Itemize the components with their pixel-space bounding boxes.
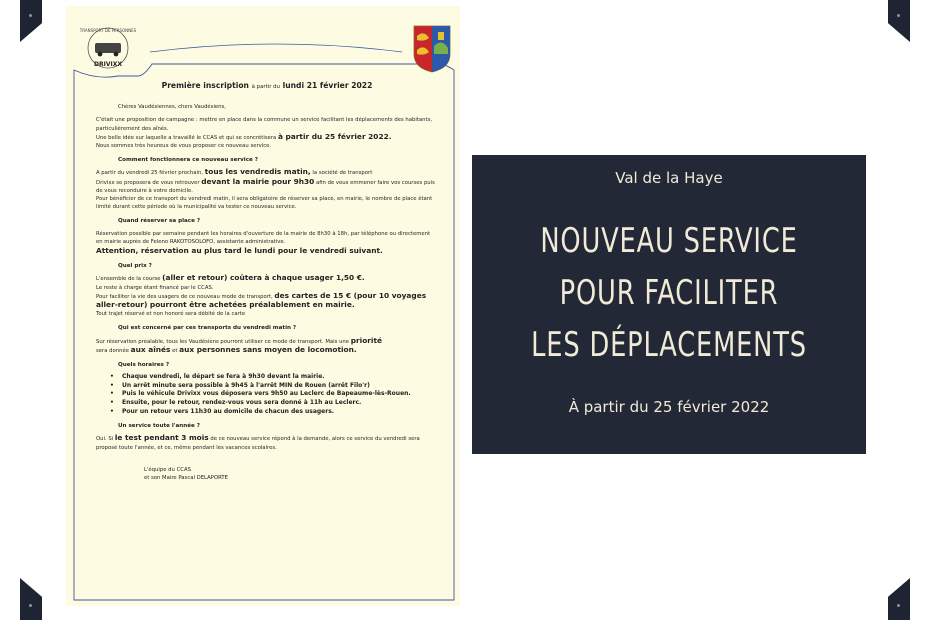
signature-block: L'équipe du CCAS et son Maire Pascal DELAPORTE bbox=[144, 466, 228, 482]
start-date: À partir du 25 février 2022 bbox=[568, 398, 770, 416]
flyer-text bbox=[96, 82, 438, 482]
town-name: Val de la Haye bbox=[615, 169, 723, 187]
list-item: • Ensuite, pour le retour, rendez-vous vous sera donné à 11h au Leclerc. bbox=[110, 399, 438, 408]
question-heading: Quels horaires ? bbox=[118, 362, 170, 369]
svg-text:TRANSPORT DE PERSONNES: TRANSPORT DE PERSONNES bbox=[79, 28, 137, 33]
list-item: • Un arrêt minute sera possible à 9h45 à l'arrêt MIN de Rouen (arrêt Filo'r) bbox=[110, 382, 438, 391]
question-heading: Qui est concerné par ces transports du vendredi matin ? bbox=[118, 325, 297, 332]
town-coat-of-arms bbox=[412, 24, 452, 74]
photo-corner-bottom-right bbox=[888, 578, 910, 620]
answer-paragraph: Sur réservation préalable, tous les Vaudésiens pourront utiliser ce mode de transport. Mais une priorité sera donnée aux aînés et aux personnes sans moyen de locomotion. bbox=[96, 335, 383, 354]
announcement-panel bbox=[472, 155, 866, 454]
photo-corner-top-left bbox=[20, 0, 42, 42]
headline-line: LES DÉPLACEMENTS bbox=[531, 325, 807, 365]
headline-line: NOUVEAU SERVICE bbox=[540, 221, 798, 261]
greeting: Chères Vaudésiennes, chers Vaudésiens, bbox=[118, 104, 226, 111]
answer-paragraph: A partir du vendredi 25 février prochain, tous les vendredis matin, la société de transport Drivixx se proposera de vous retrouver devant la mairie pour 9h30 afin de vous emmener faire vos courses puis de vous reconduire à votre domicile. Pour bénéficier de ce transport du vendredi matin, il sera obligatoire de réserver sa place, en mairie, le nombre de place étant limité durant cette période où la municipalité va tester ce nouveau service. bbox=[96, 167, 435, 211]
list-item: • Chaque vendredi, le départ se fera à 9h30 devant la mairie. bbox=[110, 373, 438, 382]
flyer-title: Première inscription à partir du lundi 21 février 2022 bbox=[161, 81, 373, 90]
answer-paragraph: Réservation possible par semaine pendant les horaires d'ouverture de la mairie de 8h30 à 18h, par téléphone ou directement en mairie auprès de Feleno RAKOTOSOLOFO, assistante administrative. Attention, réservation au plus tard le lundi pour le vendredi suivant. bbox=[96, 230, 431, 256]
flyer-document bbox=[66, 6, 460, 606]
drivixx-logo bbox=[78, 24, 138, 76]
list-item: • Puis le véhicule Drivixx vous déposera vers 9h50 au Leclerc de Bapeaume-lès-Rouen. bbox=[110, 390, 438, 399]
question-heading: Quel prix ? bbox=[118, 263, 152, 270]
schedule-list bbox=[110, 373, 438, 416]
intro-paragraph: C'était une proposition de campagne : mettre en place dans la commune un service facilitant les déplacements des habitants, particulièrement des aînés. Une belle idée sur laquelle a travaillé le CCAS et qui se concrétisera à partir du 25 février 2022. Nous sommes très heureux de vous proposer ce nouveau service. bbox=[96, 117, 433, 150]
list-item: • Pour un retour vers 11h30 au domicile de chacun des usagers. bbox=[110, 408, 438, 417]
answer-paragraph: Oui. Si le test pendant 3 mois de ce nouveau service répond à la demande, alors ce service du vendredi sera proposé toute l'année, et ce, même pendant les vacances scolaires. bbox=[96, 433, 420, 451]
headline bbox=[504, 215, 835, 371]
answer-paragraph: L'ensemble de la course (aller et retour) coûtera à chaque usager 1,50 €. Le reste à charge étant financé par le CCAS. Pour faciliter la vie des usagers de ce nouveau mode de transport, des cartes de 15 € (pour 10 voyages aller-retour) pourront être achetées préalablement en mairie. Tout trajet réservé et non honoré sera débité de la carte bbox=[96, 273, 427, 318]
headline-line: POUR FACILITER bbox=[559, 273, 779, 313]
question-heading: Quand réserver sa place ? bbox=[118, 218, 201, 225]
question-heading: Un service toute l'année ? bbox=[118, 423, 201, 430]
svg-text:DRIVIXX: DRIVIXX bbox=[94, 61, 122, 68]
photo-corner-bottom-left bbox=[20, 578, 42, 620]
question-heading: Comment fonctionnera ce nouveau service ? bbox=[118, 157, 259, 164]
photo-corner-top-right bbox=[888, 0, 910, 42]
